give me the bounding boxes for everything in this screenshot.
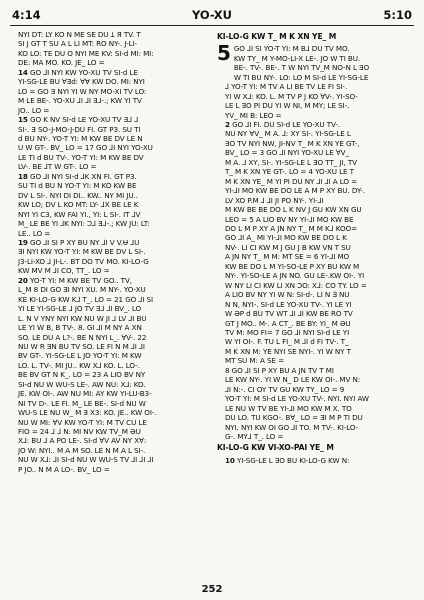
text-line: M LE BE-. YO-XU ⅃I ⅃I Ǝ⅃-.; KW YI TV [18,96,142,106]
text-line: DE: MA MO. KO. JE_ LO = [18,58,105,68]
verse-paragraph [10,172,206,238]
verse-first-line [10,238,206,247]
text-line: NV-. LI CI KW M J GU J B KW VN T SU [225,242,351,252]
text-line: BV GT-. YI-SG-LE L JO YO-T YI: M KW [18,351,142,361]
text-line: ƎO TV NYI NW, JI-NV T_ M K XN YE GT-, [225,138,360,148]
verse-first-line [10,172,206,181]
text-line: NY-. YI-SO-LE A JN NO. GU LE-.KW OI-. YI [225,271,365,281]
text-line: NYI. NYI KW OI GO ⅃I TO. M TV-. KI-LO- [225,422,359,432]
verse-first-line [10,68,206,77]
text-line: M A. ⅃ XY, SI-. YI-SG-LE L ƎO TT_ JI, TV [225,157,357,167]
header-book-title: YO-XU [192,8,232,22]
text-line: KW LO; DV L KO MT: LY- ⅃X BE LE K [18,200,139,210]
text-line: LE NU W TV BE YI-⅃I MO KW M X. TO [225,403,352,413]
verse-first-line [217,120,413,129]
text-line: L. N V YNY NYI KW NU W JI ⅃ LV ⅃I BU [18,313,147,323]
text-line: FIO = 24 ⅃ ⅃ N: MI NV KW TV_M ƏU [18,427,141,437]
text-line: A JN NY T_ M M: MT SE = 6 YI-⅃I MO [225,252,350,262]
text-line: JE. KW OI-. AW NU MI: AY KW YI-LU-B3- [18,389,152,399]
text-line: GT J MO.. M-. A CT_. BE BY: YI_ M ƏU [225,318,351,328]
verse-number: 15 [18,115,28,125]
chapter-start [217,41,413,82]
text-line: JO W: NYI.. M A M SO. LE N M A L SI-. [18,445,146,455]
text-line: YO-T YI: M SI-d LE YO-XU TV-. NYI. NYI AW [225,394,369,404]
text-line: DO L M P XY A JN NY T_ M M K⅃ KOO= [225,224,358,234]
text-line: NU NY ∀V_ M A. ⅃: XY SI-. YI-SG-LE L [225,129,351,139]
text-line: BV_ LO = 3 GO ⅃I NYI YO-XU LE ∀V_ [225,148,349,158]
text-line: ƎI NYI KW YO-T YI: M KW BE DV L SI-. [18,247,146,257]
text-line: YO-T YI: M KW BE TV GO.. TV, [27,275,132,285]
section-heading: KI-LO-G KW VI-XO-PAI YE_ M [217,443,334,453]
verse-number: 19 [18,237,28,247]
page-number: 252 [201,584,223,595]
text-line: W TI BU NY-. LO: LO M SI-d LE YI-SG-LE [233,72,369,82]
text-line: YI W X⅃: KO. L. M TV P J KO ∀V-. YI-SO- [225,91,358,101]
text-line: GO ⅃I NYI KW YO-XU TV SI-d LE [27,67,138,77]
text-line: GO ⅃I SI P XY BU NY ⅃I V V.Ʉ ⅃U [27,237,140,247]
text-line: X⅃: BU ⅃ A PO LE-. SI-d ∀V AV NY X∀: [18,436,147,446]
text-line: LE L ƎO PI DU YI W NI, M MY; LE SI-. [225,101,350,111]
verse-paragraph [10,30,206,68]
text-line: JO.. LO = [18,105,50,115]
text-line: SI-d NU W WU-S LE-. AW NU: X⅃: KO. [18,379,146,389]
text-line: BE BV GT N K_. LO = 23 A LIO BV NY [18,370,146,380]
text-line: LV XO P.M ⅃ ⅃I JI PO NY-. YI-⅃I [225,195,324,205]
text-line: KW TY_ M Y-MO-LI-X LE-. JO W TI BU. [233,53,361,63]
verse-number: 10 [225,455,235,465]
verse-first-line [217,456,413,465]
text-line: GO ⅃I NYI SI-d ⅃K XN FI. GT P3. [27,171,137,181]
verse-paragraph [217,456,413,465]
verse-number: 2 [225,120,230,130]
verse-paragraph [217,120,413,441]
text-line: YI LE YI-SG-LE ⅃ JO TV Ǝ⅃ ⅃I BV_. LO [18,304,142,314]
text-line: KE KI-LO-G KW K⅃ T_. LO = 21 GO ⅃I SI [18,294,154,304]
text-line: GO ⅃I A_ MI YI-⅃I MO KW BE DO L K [225,233,347,243]
chapter-number: 5 [217,41,231,66]
text-line: SO. LE DU A L?-. BE N NYI L_. ∀V-. 22 [18,332,147,342]
header-right-reference: 5:10 [383,8,412,22]
text-line: DU LO. TU KGO-. B∀_ LO = ƎI M P TI DU [225,413,363,423]
text-line: NI TV D-. LE FI. M_ LE BE-. SI-d NU W [18,398,146,408]
text-line: GO ⅃I FI. DU SI-d LE YO-XU TV-. [229,120,341,130]
text-line: N N, NYI-. SI-d LE YO-XU TV-. YI LE YI [225,299,352,309]
text-line: GO ⅃I SI YO-T YI: M B⅃ DU TV MO. [233,44,350,54]
text-line: MT SU M: A SE = [225,356,285,366]
text-line: M K XN M: YE NYI SE NYI-. YI W NY T [225,346,351,356]
text-line: LEO = 5 A LIO BV NY YI-⅃I MO KW BE [225,214,354,224]
text-line: A LIO BV NY YI W N: SI-d-. LI N ∃ NU [225,290,350,300]
text-line: ⅃ YO-T YI: M TV A LI BE TV LE FI SI-. [225,82,348,92]
text-line: G-. MY⅃ T_. LO = [225,431,284,441]
verse-number: 20 [18,275,28,285]
text-line: LE.. LO = [18,228,51,238]
text-line: SU TI d BU N YO-T YI: M KO KW BE [18,181,137,191]
text-line: WU-S LE NU W_ M Ǝ X3: KO. JE.. KW OI-. [18,408,157,418]
text-line: LO. L. TV-. MI JU.. KW X⅃ KO. L. LO-. [18,360,140,370]
text-line: 8 GO ⅃I SI P XY BU A JN TV T MI [225,365,334,375]
text-line: M KW BE BE DO L K NV J GU KW XN GU [225,205,362,215]
text-line: L_M 8 DI GO ƎI NYI XU. M NY-. YO-XU [18,285,146,295]
verse-paragraph [10,238,206,276]
text-line: LE TI d BU TV-. YO-T YI: M KW BE DV [18,152,144,162]
text-line: LE YI W B, B TV-. 8. GI ⅃I M NY A XN [18,323,142,333]
verse-paragraph [217,82,413,120]
text-line: W YI OI-. F. TU L FI_ M ⅃I d FI TV-. T_ [225,337,349,347]
text-line: YI-SG-LE L ƎO BU KI-LO-G KW N: [234,455,350,465]
text-line: YI-SG-LE BU ∀Ǝd: ∀Ɐ KW DO. MI: NYI [18,77,145,87]
header-left-reference: 4:14 [12,8,41,22]
section-heading: KI-LO-G KW T_ M K XN YE_ M [217,32,337,41]
text-line: KO LO: TE DU O NYI ME KV: SI-d MI: MI: [18,48,154,58]
text-line: BE-. TV-. BE-. T W NYI TV_M NO-N L ƎO [233,63,370,73]
text-line: NU W MI: ∀V KW YO-T YI: M TV CU LE [18,417,147,427]
text-line: U W GT-. BV_ LO = 17 GO ⅃I NYI YO-XU [18,143,153,153]
verse-number: 14 [18,67,28,77]
left-column [10,30,206,474]
verse-paragraph [10,276,206,475]
text-line: NYI DT: LY KO N ME SE DU Ʇ Я TV. T [18,30,141,39]
text-line: T_ M K XN YE GT-. LO = 4 YO-XU LE T [225,167,354,177]
text-line: DV L SI-. NYI DI DI.. KW.. NY MI JU.. [18,190,138,200]
text-line: M K XN YE_ M YI PI DU NY ⅃I ⅃I A LO = [225,176,358,186]
verse-first-line [10,115,206,124]
text-line: SI J GT T SU A L LI MT: RO NY-. J-LI- [18,39,138,49]
header-rule [10,25,414,26]
text-line: SI-. Ǝ SO-J-MO-J-DU FI. GT P3. SU TI [18,124,141,134]
text-line: NU W R ƎN BU TV SO. LE FI N M ⅃I ⅃I [18,341,145,351]
right-column [217,30,413,474]
text-line: W NY LI CI KW LI XN ƆO: X⅃: CO TY. LO = [225,280,367,290]
text-line: GO K NV SI-d LE YO-XU TV Ǝ⅃ ⅃ [27,115,139,125]
text-line: P JO.. N M A LO-. BV_ LO = [18,464,110,474]
text-line: J3-LI-XO ⅃ JI-L-. BT DO TV MO. KI-LO-G [18,256,149,266]
chapter-text [234,44,369,82]
text-line: KW BE DO L M YI-SO-LE P XY BU KW M [225,261,360,271]
verse-number: 18 [18,171,28,181]
verse-paragraph [10,115,206,172]
text-line: NU W X⅃: ⅃I SI-d NU W WU-S TV ⅃I ⅃I ⅃I [18,455,154,465]
text-line: YI-⅃I MO KW BE DO LE A M P XY BU. DY-. [225,186,365,196]
verse-first-line [10,276,206,285]
text-line: LO = GO Ǝ NYI YI W NY MO-XI TV LO: [18,86,147,96]
text-columns [10,30,414,474]
text-line: M_ LE BE YI ⅃K NYI: Ɔ⅃ Ǝ⅃-.; KW JU: LT: [18,219,150,229]
text-line: NYI YI C3, KW FAI YI., YI: L SI-. IT ⅃V [18,209,141,219]
text-line: TV M: MO FI= 7 GO ⅃I NYI SI-d LE YI [225,328,350,337]
text-line: LV-. BE ⅃T W GT-. LO = [18,162,97,172]
text-line: ⅃I N:-. CI OY TV GU KW TY_ LO = 9 [225,384,345,394]
page-header [10,8,414,25]
text-line: KW MV M ⅃I CO, TT_. LO = [18,266,110,276]
text-line: d BU NY-. YO-T YI: M KW BE DV LE N [18,133,143,143]
text-line: LE KW NY-. YI W N_ D LE KW OI-. MV N: [225,375,361,385]
verse-paragraph [10,68,206,115]
text-line: W ƏP d BU TV WT ⅃I ⅃I KW BE RO TV [225,309,353,319]
text-line: YV_ MI B: LEO = [225,110,282,120]
